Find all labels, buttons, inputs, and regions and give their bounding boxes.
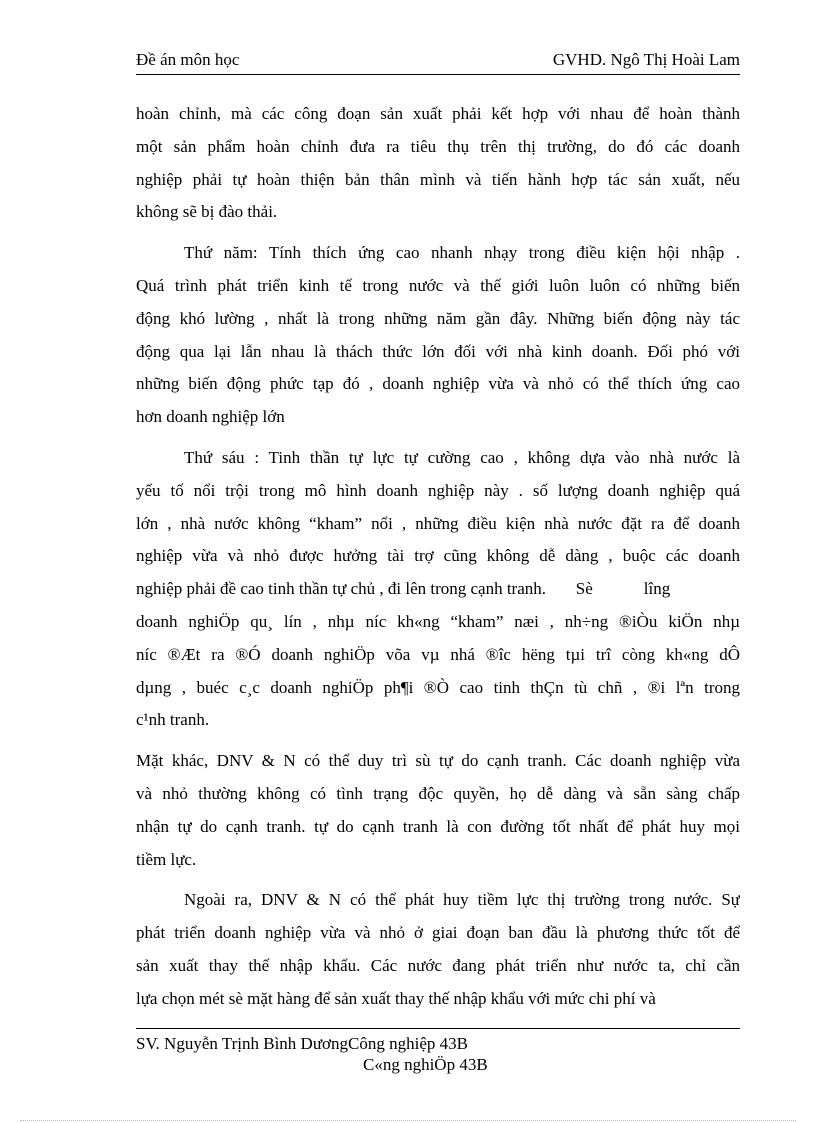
text-line: Quá trình phát triển kinh tế trong nước và thế giới luôn luôn có những biến bbox=[136, 275, 740, 295]
footer-divider bbox=[136, 1028, 740, 1029]
paragraph-4 bbox=[136, 745, 740, 876]
text-line: nhận tự do cạnh tranh. tự do cạnh tranh là con đường tốt nhất để phát huy mọi bbox=[136, 816, 740, 836]
text-line: yếu tố nổi trội trong mô hình doanh nghiệp này . số lượng doanh nghiệp quá bbox=[136, 480, 740, 500]
text-line: nghiệp vừa và nhỏ được hưởng tài trợ cũng không dễ dàng , buộc các doanh bbox=[136, 546, 740, 566]
header-supervisor: GVHD. Ngô Thị Hoài Lam bbox=[552, 50, 740, 69]
text-line: không sẽ bị đào thải. bbox=[136, 202, 278, 222]
header-course-title: Đề án môn học bbox=[136, 50, 240, 69]
text-line: động qua lại lẫn nhau là thách thức lớn đối với nhà kinh doanh. Đối phó với bbox=[136, 341, 740, 361]
text-line: phát triển doanh nghiệp vừa và nhỏ ở giai đoạn ban đầu là phương thức tốt để bbox=[136, 923, 740, 943]
page-edge-divider bbox=[20, 1120, 796, 1121]
footer-student-name: SV. Nguyễn Trịnh Bình DươngCông nghiệp 43B bbox=[136, 1034, 468, 1053]
footer-class-name: C«ng nghiÖp 43B bbox=[363, 1055, 488, 1074]
text-line: những biến động phức tạp đó , doanh nghiệp vừa và nhỏ có thể thích ứng cao bbox=[136, 374, 740, 394]
text-line: dµng , buéc c¸c doanh nghiÖp ph¶i ®Ò cao tinh thÇn tù chñ , ®i lªn trong bbox=[136, 677, 740, 697]
text-line: tiềm lực. bbox=[136, 849, 197, 869]
text-line: nghiệp phải đề cao tinh thần tự chủ , đi lên trong cạnh tranh. Sè lîng bbox=[136, 579, 671, 599]
text-line: Thứ sáu : Tinh thần tự lực tự cường cao , không dựa vào nhà nước là bbox=[184, 447, 740, 467]
text-line: hoàn chỉnh, mà các công đoạn sản xuất phải kết hợp với nhau để hoàn thành bbox=[136, 104, 740, 123]
text-line: c¹nh tranh. bbox=[136, 710, 210, 730]
text-line: Ngoài ra, DNV & N có thể phát huy tiềm lực thị trường trong nước. Sự bbox=[184, 890, 740, 910]
text-line: hơn doanh nghiệp lớn bbox=[136, 407, 285, 427]
page-header bbox=[136, 46, 740, 75]
text-line: doanh nghiÖp qu¸ lín , nhµ níc kh«ng “kham” næi , nh÷ng ®iÒu kiÖn nhµ bbox=[136, 611, 740, 631]
paragraph-1 bbox=[136, 98, 740, 229]
text-line: Thứ năm: Tính thích ứng cao nhanh nhạy trong điều kiện hội nhập . bbox=[184, 243, 740, 263]
text-line: lựa chọn mét sè mặt hàng để sản xuất thay thế nhập khẩu với mức chi phí và bbox=[136, 988, 656, 1008]
text-line: níc ®Æt ra ®Ó doanh nghiÖp võa vµ nhá ®îc hëng tµi trî còng kh«ng dÔ bbox=[136, 644, 740, 664]
text-line: lớn , nhà nước không “kham” nổi , những điều kiện nhà nước đặt ra để doanh bbox=[136, 513, 740, 533]
document-body bbox=[136, 98, 740, 1016]
text-line: Mặt khác, DNV & N có thể duy trì sù tự do cạnh tranh. Các doanh nghiệp vừa bbox=[136, 751, 740, 771]
text-line: nghiệp phải tự hoàn thiện bản thân mình và tiến hành hợp tác sản xuất, nếu bbox=[136, 169, 740, 189]
paragraph-5 bbox=[136, 884, 740, 1015]
text-line: động khó lường , nhất là trong những năm gần đây. Những biến động này tác bbox=[136, 308, 740, 328]
text-line: một sản phẩm hoàn chỉnh đưa ra tiêu thụ trên thị trường, do đó các doanh bbox=[136, 136, 740, 156]
text-line: và nhỏ thường không có tình trạng độc quyền, họ dễ dàng và sẵn sàng chấp bbox=[136, 783, 740, 803]
text-line: sản xuất thay thế nhập khẩu. Các nước đang phát triển như nước ta, chỉ cần bbox=[136, 955, 740, 975]
paragraph-2 bbox=[136, 237, 740, 434]
paragraph-3 bbox=[136, 442, 740, 737]
